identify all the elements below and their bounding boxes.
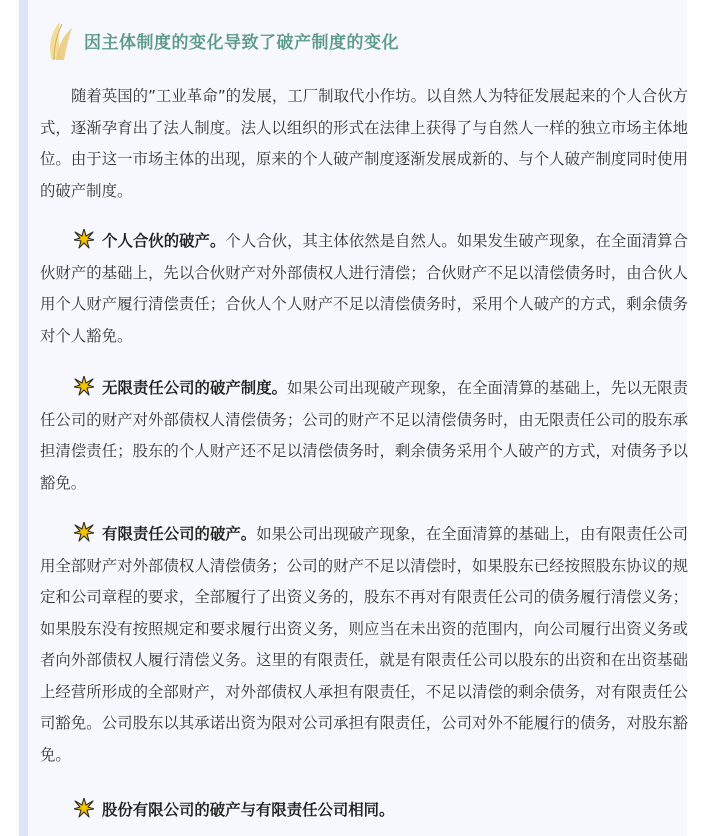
article-panel	[19, 0, 687, 836]
sparkle-star-icon	[74, 229, 94, 249]
wheat-leaf-icon	[44, 18, 78, 62]
page-title: 因主体制度的变化导致了破产制度的变化	[84, 32, 399, 53]
section-paragraph	[40, 519, 688, 771]
intro-paragraph: 随着英国的”工业革命”的发展，工厂制取代小作坊。以自然人为特征发展起来的个人合伙方式，逐渐孕育出了法人制度。法人以组织的形式在法律上获得了与自然人一样的独立市场主体地位。由于这一市场主体的出现，原来的个人破产制度逐渐发展成新的、与个人破产制度同时使用的破产制度。	[40, 87, 688, 200]
sparkle-star-icon	[74, 522, 94, 542]
section-heading: 个人合伙的破产。	[102, 232, 226, 250]
section-body: 如果公司出现破产现象，在全面清算的基础上，由有限责任公司用全部财产对外部债权人清偿债务；公司的财产不足以清偿时，如果股东已经按照股东协议的规定和公司章程的要求，全部履行了出资义务的，股东不再对有限责任公司的债务履行清偿义务；如果股东没有按照规定和要求履行出资义务，则应当在未出资的范围内，向公司履行出资义务或者向外部债权人履行清偿义务。这里的有限责任，就是有限责任公司以股东的出资和在出资基础上经营所形成的全部财产，对外部债权人承担有限责任，不足以清偿的剩余债务，对有限责任公司豁免。公司股东以其承诺出资为限对公司承担有限责任，公司对外不能履行的债务，对股东豁免。	[40, 525, 688, 764]
section-heading: 无限责任公司的破产制度。	[102, 379, 288, 397]
section-heading: 有限责任公司的破产。	[102, 525, 257, 543]
section-body: 个人合伙，其主体依然是自然人。如果发生破产现象，在全面清算合伙财产的基础上，先以合伙财产对外部债权人进行清偿；合伙财产不足以清偿债务时，由合伙人用个人财产履行清偿责任；合伙人个人财产不足以清偿债务时，采用个人破产的方式，剩余债务对个人豁免。	[40, 232, 688, 345]
section-paragraph	[40, 373, 688, 499]
sparkle-star-icon	[74, 376, 94, 396]
sparkle-star-icon	[74, 798, 94, 818]
section-heading: 股份有限公司的破产与有限责任公司相同。	[102, 801, 395, 819]
section-paragraph	[40, 226, 688, 352]
title-row	[44, 18, 399, 62]
section-paragraph	[40, 795, 688, 827]
section-body: 如果公司出现破产现象，在全面清算的基础上，先以无限责任公司的财产对外部债权人清偿债务；公司的财产不足以清偿债务时，由无限责任公司的股东承担清偿责任；股东的个人财产还不足以清偿债务时，剩余债务采用个人破产的方式，对债务予以豁免。	[40, 379, 688, 492]
